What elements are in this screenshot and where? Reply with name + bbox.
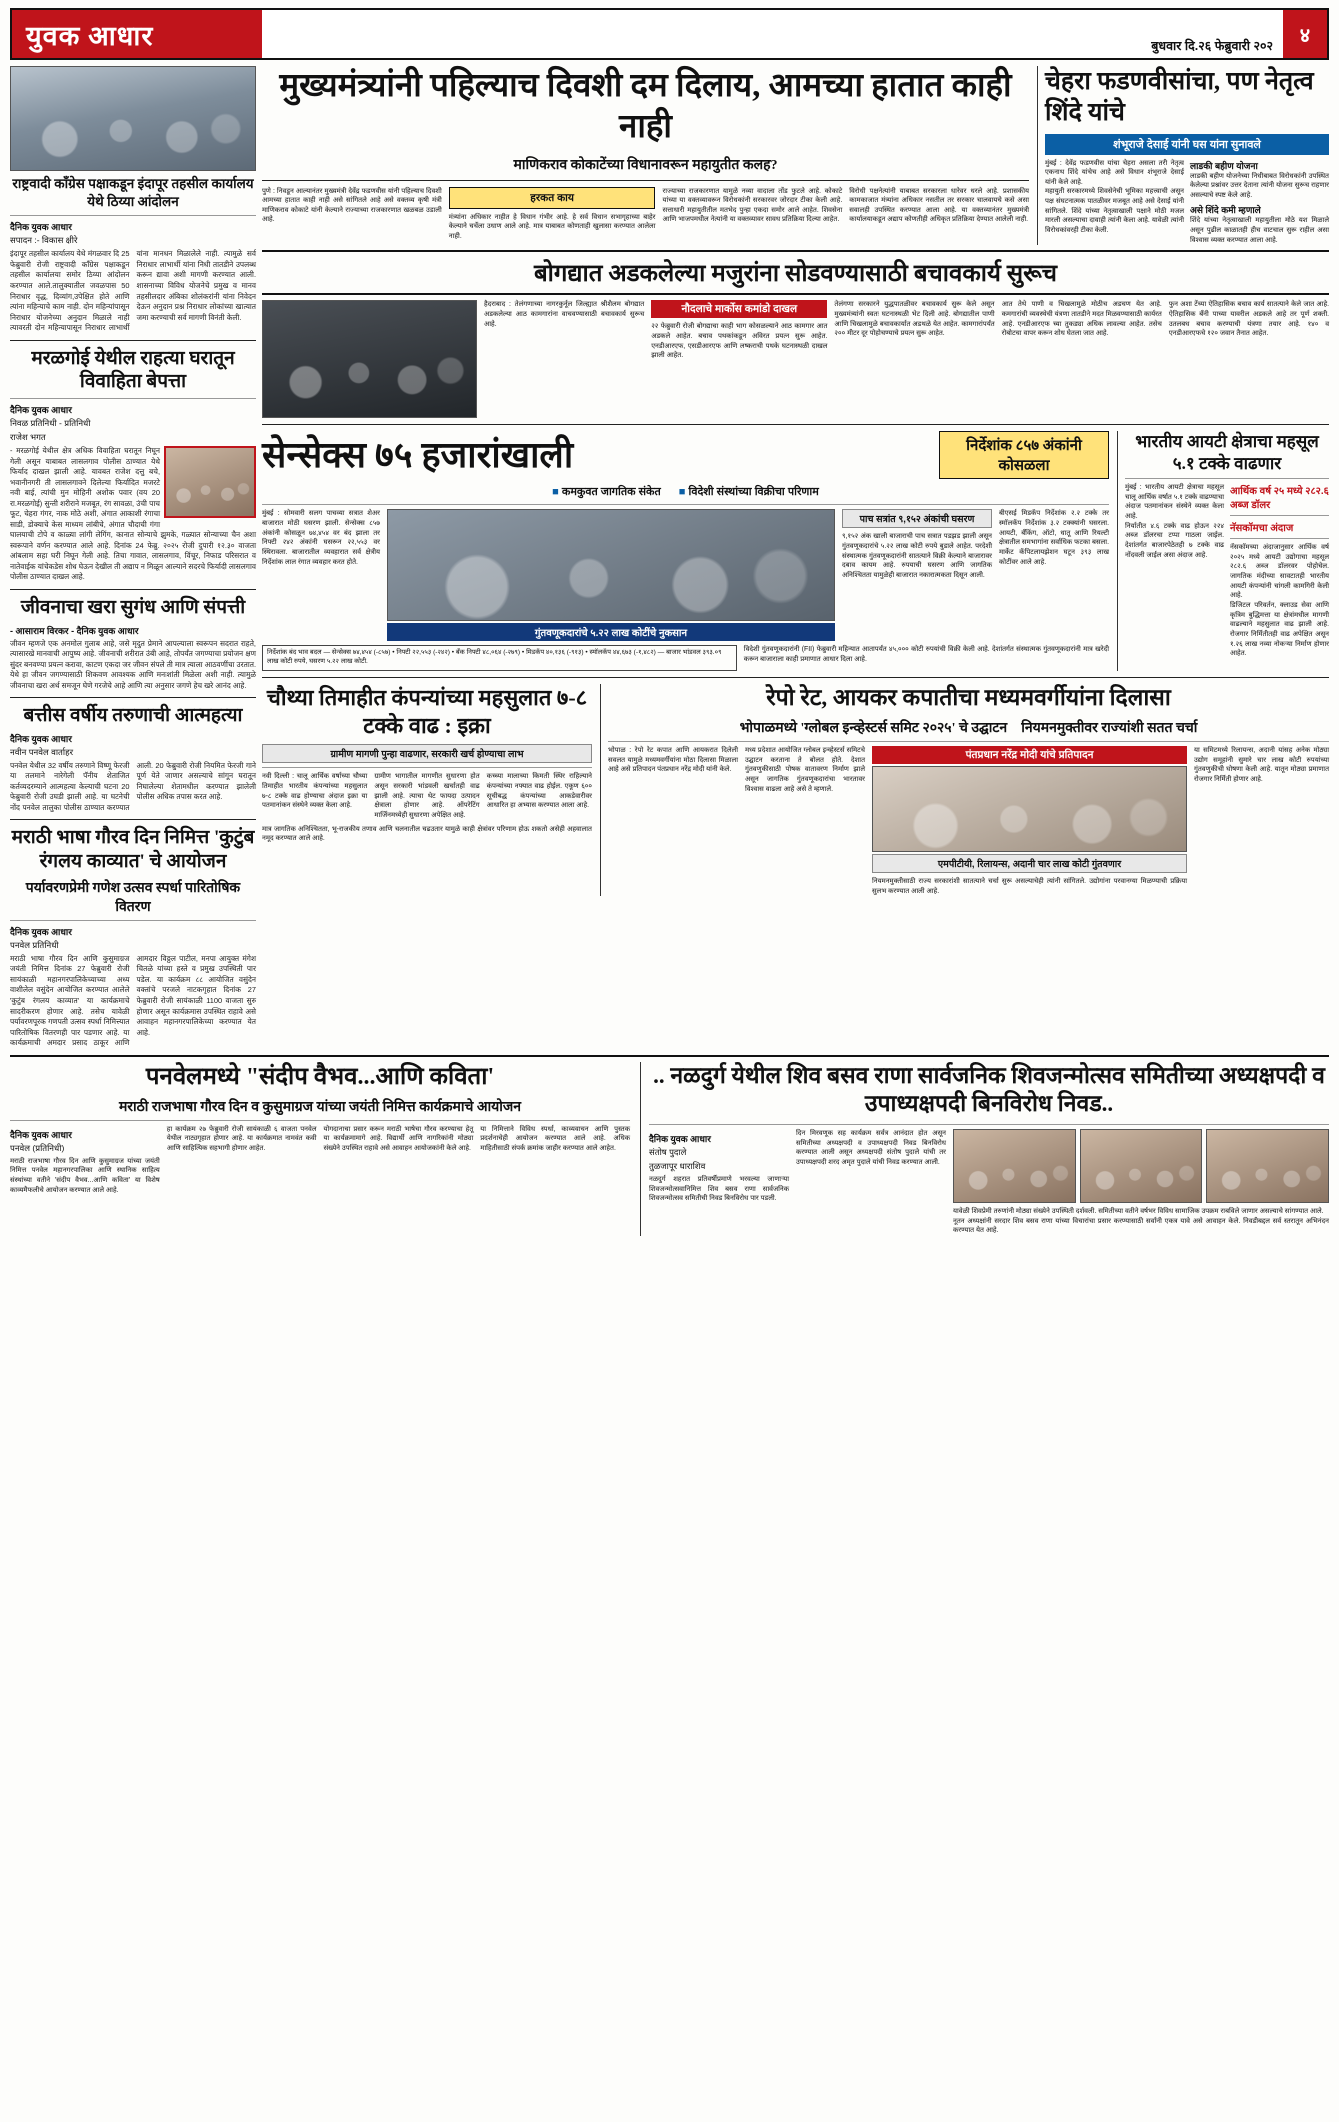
page-body — [10, 66, 1329, 1049]
ladki-sub-body: लाडकी बहीण योजनेच्या निधीबाबत विरोधकांनी उपस्थित केलेल्या प्रश्नांवर उत्तर देताना त्यांनी योजना सुरूच राहणार असल्याचे स्पष्ट केले आहे. — [1190, 172, 1329, 199]
footer-right-c2: दिन मिरवणूक सह कार्यक्रम सर्वत्र आनंदात होत असून समितीच्या अध्यक्षपदी व उपाध्यक्षपदी निवड बिनविरोध करण्यात आली असून अध्यक्षपदी संतोष पुदाले यांची तर उपाध्यक्षपदी शरद अमृत पुदाले यांची निवड करण्यात आली. — [796, 1130, 946, 1167]
footer-right-c3: यावेळी शिवप्रेमी तरुणांनी मोठ्या संख्येने उपस्थिती दर्शवली. समितीच्या वतीने वर्षभर विविध सामाजिक उपक्रम राबविले जाणार असल्याचे सांगण्यात आले. — [953, 1208, 1324, 1216]
cm-dateline: पुणे : निवडून आल्यानंतर मुख्यमंत्री देवेंद्र फडणवीस यांनी पहिल्याच दिवशी आमच्या हातात काही नाही असे सांगितले आहे असे वक्तव्य कृषी मंत्री माणिकराव कोकाटे यांनी केल्याने राज्याच्या राजकारणात खळबळ उडाली आहे. — [262, 187, 442, 224]
repo-c2: मध्य प्रदेशात आयोजित ग्लोबल इन्व्हेस्टर्स समिटचे उद्घाटन करताना ते बोलत होते. देशात गुंतवणुकीसाठी पोषक वातावरण निर्माण झाले असून जागतिक गुंतवणूकदारांचा भारतावर विश्वास वाढला आहे असे ते म्हणाले. — [745, 746, 865, 793]
it-headline: भारतीय आयटी क्षेत्राचा महसूल ५.१ टक्के वाढणार — [1135, 432, 1319, 473]
photo-portrait-2 — [1080, 1129, 1203, 1203]
lead-photo-caption: राष्ट्रवादी काँग्रेस पक्षाकडून इंदापूर तहसील कार्यालय येथे ठिय्या आंदोलन — [12, 176, 254, 210]
story5-headline: मराठी भाषा गौरव दिन निमित्त 'कुटुंब रंगलय काव्यात' चे आयोजन — [11, 827, 255, 873]
cm-col3: विरोधी पक्षनेत्यांनी याबाबत सरकारला धारेवर धरले आहे. प्रशासकीय कामकाजात मंत्र्यांना अधिकार नसतील तर सरकार चालवायचे कसे असा सवालही उपस्थित करण्यात आला आहे. या वक्तव्यानंतर मुख्यमंत्री कार्यालयाकडून अद्याप कोणतीही अधिकृत प्रतिक्रिया देण्यात आलेली नाही. — [849, 187, 1030, 224]
quarter-story — [262, 684, 592, 896]
sensex-story — [262, 431, 1109, 671]
masthead-date: बुधवार दि.२६ फेब्रुवारी २०२ — [1151, 39, 1273, 53]
shinde-sub2-title: असे शिंदे कमी म्हणाले — [1190, 205, 1261, 216]
cm-col2: राज्याच्या राजकारणात यामुळे नव्या वादाला तोंड फुटले आहे. कोकाटे यांच्या या वक्तव्यावरून विरोधकांनी सरकारवर जोरदार टीका केली आहे. सत्ताधारी महायुतीतील मतभेद पुन्हा एकदा समोर आले आहेत. शिवसेना आणि भाजपमधील नेत्यांनी या वक्तव्यावर सावध प्रतिक्रिया दिल्या आहेत. — [662, 187, 843, 224]
shinde-headline: चेहरा फडणवीसांचा, पण नेतृत्व शिंदे यांचे — [1045, 68, 1314, 127]
cm-story — [262, 66, 1029, 245]
sensex-headline: सेन्सेक्स ७५ हजारांखाली — [262, 434, 574, 475]
quarter-c1: नवी दिल्ली : चालू आर्थिक वर्षाच्या चौथ्या तिमाहीत भारतीय कंपन्यांच्या महसुलात ७-८ टक्के वाढ होण्याचा अंदाज इक्रा या पतमानांकन संस्थेने व्यक्त केला आहे. — [262, 773, 368, 810]
it-story — [1117, 431, 1329, 671]
quarter-c3: कच्च्या मालाच्या किमती स्थिर राहिल्याने कंपन्यांच्या नफ्यात वाढ होईल. एकूण ६०० सूचीबद्ध कंपन्यांच्या आकडेवारीवर आधारित हा अभ्यास करण्यात आला आहे. — [486, 773, 592, 810]
repo-c1: भोपाळ : रेपो रेट कपात आणि आयकरात दिलेली सवलत यामुळे मध्यमवर्गीयांना मोठा दिलासा मिळाला आहे असे प्रतिपादन पंतप्रधान नरेंद्र मोदी यांनी केले. — [608, 746, 738, 774]
footer-left-c3: योगदानाचा प्रसार करून मराठी भाषेचा गौरव करण्याचा हेतू या कार्यक्रमामागे आहे. विद्यार्थी आणि नागरिकांनी मोठ्या संख्येने उपस्थित राहावे असे आवाहन आयोजकांनी केले आहे. — [323, 1125, 474, 1152]
quarter-c2: ग्रामीण भागातील मागणीत सुधारणा होत असून सरकारी भांडवली खर्चातही वाढ झाली आहे. त्याचा थेट फायदा उत्पादन क्षेत्राला होणार आहे. ऑपरेटिंग मार्जिनमध्येही सुधारणा अपेक्षित आहे. — [374, 773, 480, 819]
story2-headline: मरळगोई येथील राहत्या घरातून विवाहिता बेपत्ता — [31, 347, 235, 393]
masthead-meta — [262, 10, 1283, 58]
repo-kicker2: एमपीटीयी, रिलायन्स, अदानी चार लाख कोटी गुंतवणार — [872, 854, 1187, 873]
shinde-sub2-body: शिंदे यांच्या नेतृत्वाखाली महायुतीला मोठे यश मिळाले असून पुढील काळातही हीच वाटचाल सुरू राहील असा विश्वास व्यक्त करण्यात आला आहे. — [1190, 217, 1329, 244]
story5-sub2: पनवेल प्रतिनिधी — [10, 939, 59, 950]
left-column — [10, 66, 256, 1049]
rescue-col4: फुन अशा टेंच्या ऐतिहासिक बचाव कार्य सातत्याने केले जात आहे. ऐतिहासिक बॅंनी पाच्या यावरील अडकले आहे तर पूर्ण शक्ती. उतलबध बचाव करण्याची यंत्रणा तयार आहे. १४० व एनडीआरएफचे १२० जवान तैनात आहेत. — [1168, 301, 1330, 338]
rescue-banner: बोगद्यात अडकलेल्या मजुरांना सोडवण्यासाठी बचावकार्य सुरूच — [262, 250, 1329, 295]
quarter-c4: मात्र जागतिक अनिश्चितता, भू-राजकीय तणाव आणि चलनातील चढउतार यामुळे काही क्षेत्रांवर परिणाम होऊ शकतो असेही अहवालात नमूद करण्यात आले आहे. — [262, 825, 592, 843]
quarter-sub: ग्रामीण मागणी पुन्हा वाढणार, सरकारी खर्च होण्याचा लाभ — [262, 744, 592, 763]
photo-traders — [387, 509, 835, 621]
story3-body: जीवन म्हणजे एक अनमोल गुलाब आहे, जसे मृदुत प्रेमाने आपल्याला स्वरूपन सदरात राहते, त्यासारखे मानवाची आपुष्य आहे. जीवनाची शरीरात उंबी आहे, तोपर्यंत जगण्याचा प्रयोजन क्षण सुंदर बनवण्या प्रयत्न करावा, काटण एकदा जर जीवन संपले ती मात्र त्याला आठवणींचा उरतात. येथे हा जीवन जगण्यासाठी शिकवण आवश्यक आणि मनःशांती मिळेला अशी नाही. त्यामुळे जीवनाचा खरा अर्थ समजून घेणे गरजेचे आहे आणि त्या अनुसार जगणे हेच खरे आनंद आहे. — [10, 638, 257, 690]
masthead-title: युवक आधार — [26, 20, 154, 51]
rescue-kicker: नौदलाचे मार्कोस कमांडो दाखल — [651, 300, 827, 318]
shinde-story — [1037, 66, 1329, 245]
market-section — [262, 431, 1329, 671]
lead-body: इंदापूर तहसील कार्यालय येथे मंगळवार दि 25 फेब्रुवारी रोजी राष्ट्रवादी काँग्रेस पक्षाकडून तहसील कार्यालया समोर ठिय्या आंदोलन करण्यात आले.तालुक्यातील जवळपास 50 निराधार वृद्ध, दिव्यांग,उपेक्षित होते आणि त्यांना महिन्याचे काम नाही. दोन महिन्यांपासून निराधार योजनेच्या अनुदान मिळाले नाही त्यावरती दोन महिन्यापासून निराधार लाभार्थी यांना मानधन मिळालेले नाही. त्यामुळे सर्व निराधार लाभार्थी यांना निधी तातडीने उपलब्ध करून द्यावा अशी मागणी करण्यात आली. शासनाच्या विविध योजनेचे प्रमुख व मानव तहसीलदार अंबिका शोलंकरांनी यांना निवेदन देऊन अनुदान प्रश्न निराधार लोकांच्या खात्यात जमा करण्याची सर्व मागणी विनंती केली. — [10, 249, 256, 333]
footer-portraits — [953, 1129, 1329, 1203]
rescue-col3: आत तेथे पाणी व चिखलामुळे मोठीच अडचण येत आहे. कमगारांची व्यवस्थेची यंत्रणा तातडीने मदत मिळवण्यासाठी कार्यरत आहे. एनडीआरएफ च्या तुकड्या अधिक लावल्या आहेत. तसेच रोबोटचा वापर करून शोध घेतला जात आहे. — [1001, 301, 1162, 338]
sensex-bullets — [262, 484, 1109, 499]
story4-sub: नवीन पनवेल वार्ताहर — [10, 746, 74, 757]
sensex-table: निर्देशांक बंद भाव बदल — सेन्सेक्स ७४,४५४ (-८५७) • निफ्टी २२,५५३ (-२४२) • बँक निफ्टी ४८,०६४ (-२७९) • मिडकॅप ४०,१३६ (-९१३) • स्मॉलकॅप ४४,६७३ (-१,४८२) — बाजार भांडवल ३९३.०९ लाख कोटी रुपये, घसरण ५.२२ लाख कोटी. — [262, 645, 737, 671]
footer-right-byline2: संतोष पुदाले — [649, 1147, 687, 1158]
photo-portrait-3 — [1206, 1129, 1329, 1203]
hark-box-title: हरकत काय — [449, 187, 656, 209]
repo-headline: रेपो रेट, आयकर कपातीचा मध्यमवर्गीयांना दिलासा — [766, 685, 1171, 711]
repo-c4: या समिटमध्ये रिलायन्स, अदानी यांसह अनेक मोठ्या उद्योग समूहांनी सुमारे चार लाख कोटी रुपयांच्या गुंतवणुकीची घोषणा केली आहे. यातून मोठ्या प्रमाणात रोजगार निर्मिती होणार आहे. — [1194, 746, 1329, 783]
story4-headline: बत्तीस वर्षीय तरुणाची आत्महत्या — [23, 705, 243, 727]
footer-left-byline2: पनवेल (प्रतिनिधी) — [10, 1142, 65, 1153]
sensex-c2: ९,१५२ अंक खाली बाजाराची पाच सत्रात पडझड झाली असून गुंतवणूकदारांचे ५.२२ लाख कोटी रुपये बुडाले आहेत. परदेशी संस्थात्मक गुंतवणूकदारांनी सातत्याने विक्री केल्याने बाजारावर दबाव कायम आहे. रुपयाची घसरण आणि जागतिक अनिश्चितता यामुळेही बाजारात नकारात्मकता दिसून आली. — [842, 533, 992, 580]
it-c3: निर्यातीत ४.६ टक्के वाढ होऊन २२४ अब्ज डॉलरचा टप्पा गाठला जाईल. देशांतर्गत बाजारपेठेतही ७ टक्के वाढ नोंदवली जाईल असा अंदाज आहे. — [1125, 522, 1224, 559]
story4-byline: दैनिक युवक आधार — [10, 733, 72, 744]
rescue-col1: २२ फेब्रुवारी रोजी बोगद्याचा काही भाग कोसळल्याने आठ कामगार आत अडकले आहेत. बचाव पथकांकडून अविरत प्रयत्न सुरू आहेत. एनडीआरएफ, एसडीआरएफ आणि लष्कराची पथके घटनास्थळी दाखल झाली आहेत. — [651, 323, 828, 360]
masthead — [10, 8, 1329, 60]
footer-left-story — [10, 1062, 630, 1236]
cm-subhead: माणिकराव कोकाटेंच्या विधानावरून महायुतीत कलह? — [513, 157, 778, 173]
ladki-sub-title: लाडकी बहीण योजना — [1190, 160, 1258, 171]
story2-sub2: राजेश भगत — [10, 432, 46, 443]
story5-byline: दैनिक युवक आधार — [10, 926, 72, 937]
it-c2: डिजिटल परिवर्तन, क्लाउड सेवा आणि कृत्रिम बुद्धिमत्ता या क्षेत्रांमधील मागणी वाढल्याने महसुलात वाढ झाली आहे. रोजगार निर्मितीतही वाढ अपेक्षित असून १.२६ लाख नव्या नोकऱ्या निर्माण होणार आहेत. — [1230, 601, 1329, 658]
sensex-c3: बीएसई मिडकॅप निर्देशांक २.२ टक्के तर स्मॉलकॅप निर्देशांक ३.२ टक्क्यांनी घसरला. आयटी, बँकिंग, ऑटो, धातू आणि रियल्टी क्षेत्रातील समभागांना सर्वाधिक फटका बसला. मार्केट कॅपिटलायझेशन घटून ३९३ लाख कोटींवर आले आहे. — [999, 510, 1109, 566]
story5-body: मराठी भाषा गौरव दिन आणि कुसुमाग्रज जयंती निमित्त दिनांक 27 फेब्रुवारी रोजी सायंकाळी महानगरपालिकेच्याच्या अध्य वाशीलेल वसुंदेन आयोजित करण्यात आलेले 'कुटुंब रंगलय काव्यात' या कार्यक्रमाचे सादरीकरण होणार आहे. तसेच यावेळी पर्यावरणपूरक गणपती उत्सव स्पर्धा निमित्त्यात पारितोषिक वितरणही पार पडणार आहे. या कार्यक्रमाची अमदार प्रसाद ठाकूर आणि आमदार विठ्ठल पाटील, मनपा आयुक्त मंगेश चितळे यांच्या हस्ते व प्रमुख उपस्थिती पार पडेल. या कार्यक्रम ८८ आयोजित वसुंदेन वक्तांचे परजले नाटकगृहात दिनांक 27 फेब्रुवारी रोजी सायंकाळी 1100 वाजता सुरु होणार असून कार्यक्रमास उपस्थित राहावे असे आवाहन महानगरपालिकेच्या करण्यात येत आहे. — [10, 953, 256, 1048]
footer-left-headline: पनवेलमध्ये "संदीप वैभव...आणि कविता' — [145, 1063, 495, 1090]
footer-left-byline: दैनिक युवक आधार — [10, 1129, 72, 1140]
rescue-dateline: हैदराबाद : तेलंगणाच्या नागरकुर्नूल जिल्ह्यात श्रीशैलम बोगद्यात अडकलेल्या आठ कामगारांना वाचवण्यासाठी बचावकार्य सुरूच आहे. — [484, 301, 645, 328]
it-c1: नॅसकॉमच्या अंदाजानुसार आर्थिक वर्ष २०२५ मध्ये आयटी उद्योगाचा महसूल २८२.६ अब्ज डॉलरवर पोहोचेल. जागतिक मंदीच्या सावटातही भारतीय आयटी कंपन्यांनी चांगली कामगिरी केली आहे. — [1230, 543, 1329, 600]
photo-portrait-1 — [953, 1129, 1076, 1203]
shinde-kicker: शंभूराजे देसाई यांनी घस यांना सुनावले — [1045, 134, 1329, 155]
photo-tunnel-rescue — [262, 300, 477, 418]
hark-box-body: मंत्र्यांना अधिकार नाहीत हे विधान गंभीर आहे. हे सर्व विधान सभागृहाच्या बाहेर केल्याने चर्चेला उधाण आले आहे. मात्र याबाबत कोणताही खुलासा करण्यात आलेला नाही. — [448, 213, 656, 240]
story3-headline: जीवनाचा खरा सुगंध आणि संपत्ती — [20, 596, 246, 618]
footer-right-headline: .. नळदुर्ग येथील शिव बसव राणा सार्वजनिक शिवजन्मोत्सव समितीच्या अध्यक्षपदी व उपाध्यक्षपदी बिनविरोध निवड.. — [653, 1062, 1325, 1117]
footer-section — [10, 1055, 1329, 1236]
quarter-headline: चौथ्या तिमाहीत कंपन्यांच्या महसुलात ७-८ टक्के वाढ : इक्रा — [266, 685, 588, 738]
photo-missing-woman — [164, 446, 256, 518]
footer-right-byline: दैनिक युवक आधार — [649, 1134, 711, 1145]
rescue-section — [262, 300, 1329, 418]
lead-byline: दैनिक युवक आधार — [10, 222, 72, 233]
sensex-c1: मुंबई : सोमवारी सलग पाचव्या सत्रात शेअर बाजारात मोठी घसरण झाली. सेन्सेक्स ८५७ अंकांनी कोसळून ७४,४५४ वर बंद झाला तर निफ्टी २४२ अंकांनी घसरून २२,५५३ वर स्थिरावला. बाजारातील व्यवहारात सर्व क्षेत्रीय निर्देशांक लाल रंगात व्यवहार करत होते. — [262, 510, 380, 566]
it-dateline: मुंबई : भारतीय आयटी क्षेत्राचा महसूल चालू आर्थिक वर्षात ५.१ टक्के वाढण्याचा अंदाज पतमानांकन संस्थेने व्यक्त केला आहे. — [1125, 483, 1224, 520]
story4-body: पनवेल येथील 32 वर्षीय तरुणाने विष्णू फेरजी या तलमाने नारेगेली पॅनीय शेताजित कर्तव्यदरम्याने आत्महत्या केल्याची घटना 20 फेब्रुवारी रोजी उघडी झाली आहे. या घटनेची नोंद पनवेल तालुका पोलीस ठाण्यात करण्यात आली. 20 फेब्रुवारी रोजी नियमित फेरजी गाने पूर्ण येते जाणार असल्याचे सांगून घरातून निघालेल्या शेतामधील करण्यात झालेली पोलीस अधिक तपास करत आहे. — [10, 760, 256, 812]
repo-kicker: पंतप्रधान नरेंद्र मोदी यांचे प्रतिपादन — [872, 746, 1187, 764]
shinde-dateline: मुंबई : देवेंद्र फडणवीस यांचा चेहरा असला तरी नेतृत्व एकनाथ शिंदे यांचेच आहे असे विधान शंभूराजे देसाई यांनी केले आहे. — [1045, 159, 1184, 186]
footer-left-sub: मराठी राजभाषा गौरव दिन व कुसुमाग्रज यांच्या जयंती निमित्त कार्यक्रमाचे आयोजन — [118, 1099, 522, 1115]
page-number: ४ — [1283, 10, 1327, 58]
top-section — [262, 66, 1329, 245]
footer-left-c4: या निमित्ताने विविध स्पर्धा, काव्यवाचन आणि पुस्तक प्रदर्शनाचेही आयोजन करण्यात आले आहे. अधिक माहितीसाठी संपर्क क्रमांक जाहीर करण्यात आले आहेत. — [480, 1125, 630, 1152]
footer-right-story — [640, 1062, 1329, 1236]
lead-reporter: सपादन :- विकास क्षीरे — [10, 235, 78, 246]
photo-indapur-protest — [10, 66, 256, 171]
sensex-badge: निर्देशांक ८५७ अंकांनी कोसळला — [939, 431, 1109, 479]
lower-section — [262, 684, 1329, 896]
footer-right-c1: नळदुर्ग शहरात प्रतिवर्षीप्रमाणे भरवल्या जाणाऱ्या शिवजन्मोत्सवानिमित्त शिव बसव राणा सार्वजनिक शिवजन्मोत्सव समितीची निवड बिनविरोध पार पडली. — [649, 1176, 789, 1203]
sensex-subhead: पाच सत्रांत ९,१५२ अंकांची घसरण — [842, 509, 992, 528]
repo-c3: नियमनमुक्तीसाठी राज्य सरकारांशी सातत्याने चर्चा सुरू असल्याचेही त्यांनी सांगितले. उद्योगांना परवानग्या मिळण्याची प्रक्रिया सुलभ करण्यात आली आहे. — [872, 877, 1187, 895]
sensex-bullet-2: ■ विदेशी संस्थांच्या विक्रीचा परिणाम — [679, 484, 819, 499]
photo-modi — [872, 766, 1187, 852]
sensex-bullet-1: ■ कमकुवत जागतिक संकेत — [552, 484, 661, 499]
it-tag-1: आर्थिक वर्ष २५ मध्ये २८२.६ अब्ज डॉलर — [1230, 485, 1329, 511]
story2-byline: दैनिक युवक आधार — [10, 405, 72, 416]
footer-right-c4: नूतन अध्यक्षांनी सरदार शिव बसव राणा यांच्या विचारांचा प्रसार करण्यासाठी सर्वांनी एकत्र यावे असे आवाहन केले. निवडीबद्दल सर्व स्तरातून अभिनंदन करण्यात येत आहे. — [953, 1217, 1329, 1235]
repo-story — [600, 684, 1329, 896]
main-column — [262, 66, 1329, 1049]
repo-sub-b: नियमनमुक्तीवर राज्यांशी सतत चर्चा — [1021, 720, 1198, 736]
story2-sub: निवळ प्रतिनिधी - प्रतिनिधी — [10, 418, 91, 429]
story5-sub: पर्यावरणप्रेमी गणेश उत्सव स्पर्धा पारितोषिक वितरण — [25, 880, 241, 915]
footer-left-c1: मराठी राजभाषा गौरव दिन आणि कुसुमाग्रज यांच्या जयंती निमित्त पनवेल महानगरपालिका आणि स्थानिक साहित्य संस्थांच्या वतीने 'संदीप वैभव...आणि कविता' या विशेष काव्यमैफलीचे आयोजन करण्यात आले आहे. — [10, 1157, 160, 1194]
shinde-body: महायुती सरकारमध्ये शिवसेनेची भूमिका महत्त्वाची असून पक्ष संघटनात्मक पातळीवर मजबूत आहे असे देसाई यांनी सांगितले. शिंदे यांच्या नेतृत्वाखाली पक्षाने मोठी मजल मारली असल्याचा दावाही त्यांनी केला आहे. यावेळी त्यांनी विरोधकांवरही टीका केली. — [1045, 188, 1184, 235]
sensex-c4: विदेशी गुंतवणूकदारांनी (FII) फेब्रुवारी महिन्यात आतापर्यंत ४५,००० कोटी रुपयांची विक्री केली आहे. देशांतर्गत संस्थात्मक गुंतवणूकदारांनी मात्र खरेदी करून बाजाराला काही प्रमाणात आधार दिला आहे. — [743, 646, 1109, 664]
cm-headline: मुख्यमंत्र्यांनी पहिल्याच दिवशी दम दिलाय, आमच्या हातात काही नाही — [279, 68, 1012, 146]
repo-sub — [608, 718, 1329, 737]
story2-body: - मरळगोई येथील क्षेत्र अधिक विवाहिता घरातून निघून गेली असून याबाबत लासलगाव पोलीस ठाण्यात येथे फिर्याद दाखल झाली आहे. यावबत राजेश दत्तु बचे, भवानीनगरी ती लासलगावने दिलेल्या फिर्यादित मजरटे नवी बाई, त्यांची मुन मोहिनी अशोक पवार (वय 20 रा.मरळगोई) सुन्ती शरीराने मजबूत, रंग सावळा, उंची पाच फूट, चेहरा गंगर, नाक मोठे अशी, अंगात आकाशी रंगाचा साडी, डोक्याचे केस माध्यम लांबीचे, अंगात चौदाची गंगा घालयाची टोपे व काळ्या लांगी लेगिंग, कानात सोन्याचे झुमके, गळ्यात सोन्याच्या चैन अशा स्वरूपाने वर्णन करण्यात आले आहे. दिनांक 24 फेब्रु. २०२५ रोजी दुपारी १२.३० वाजता आंबलाम सहा घरी निघून गेली आहे. तिचा गावात, लासलगाव, विंचूर, निफाड परिसरात व नातेवाईक यांचेकडेस शोध घेऊन देखील ती अद्याप न मिळून आल्याने सदरचे फिर्यादी लासलगाव पोलीस ठाण्यात दाखल आहे. — [10, 446, 256, 582]
rescue-col2: तेलंगणा सरकारने युद्धपातळीवर बचावकार्य सुरू केले असून मुख्यमंत्र्यांनी स्वतः घटनास्थळी भेट दिली आहे. बोगद्यातील पाणी आणि चिखलामुळे बचावकार्यात अडथळे येत आहेत. कामगारांपर्यंत २०० मीटर दूर पोहोचण्याचे प्रयत्न सुरू आहेत. — [834, 301, 995, 338]
it-tag-2: नॅसकॉमचा अंदाज — [1230, 522, 1294, 534]
footer-right-byline3: तुळजापूर धाराशिव — [649, 1161, 706, 1172]
repo-sub-a: भोपाळमध्ये 'ग्लोबल इन्व्हेस्टर्स समिट २०२५' चे उद्घाटन — [739, 720, 1008, 736]
footer-left-c2: हा कार्यक्रम २७ फेब्रुवारी रोजी सायंकाळी ६ वाजता पनवेल येथील नाट्यगृहात होणार आहे. या कार्यक्रमात नामवंत कवी आणि साहित्यिक सहभागी होणार आहेत. — [166, 1125, 317, 1152]
story3-byline: - आसाराम विरकर - दैनिक युवक आधार — [10, 625, 139, 636]
masthead-logo — [12, 10, 262, 58]
sensex-photo-caption: गुंतवणूकदारांचे ५.२२ लाख कोटींचे नुकसान — [387, 623, 835, 641]
